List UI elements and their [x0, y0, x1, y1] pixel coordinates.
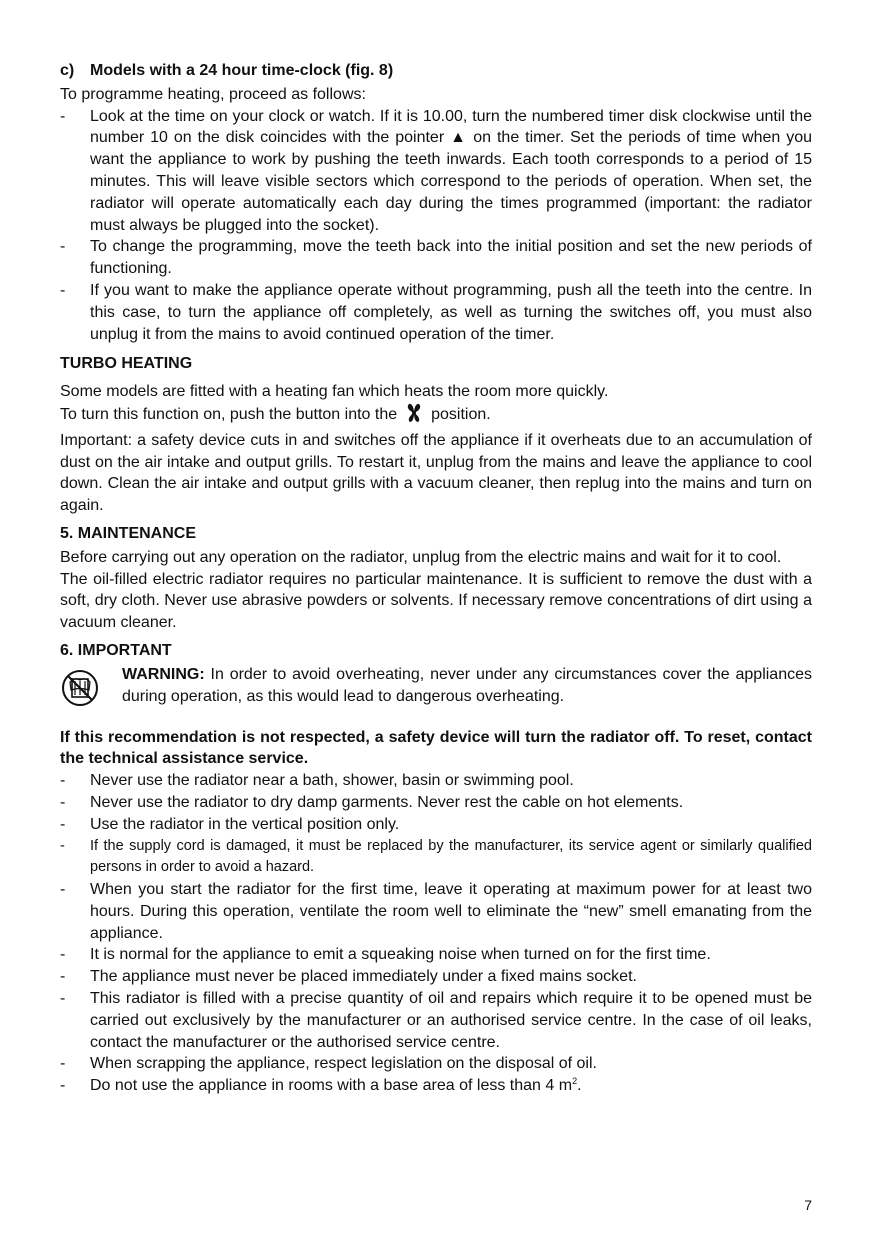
do-not-cover-icon: [60, 664, 122, 715]
turbo-line2-after: position.: [431, 405, 491, 423]
last-item-sup: 2: [572, 1076, 578, 1087]
section-c-label: c): [60, 62, 75, 79]
list-item: - Use the radiator in the vertical position only.: [60, 814, 812, 836]
warning-text-block: [122, 664, 812, 708]
maintenance-p2: The oil-filled electric radiator requires no particular maintenance. It is sufficient to remove the dust with a soft, dry cloth. Never use abrasive powders or solvents. If necessary remove concentrations of dirt using a vacuum cleaner.: [60, 570, 812, 632]
section-c-intro: To programme heating, proceed as follows:: [60, 85, 366, 103]
list-item: - If the supply cord is damaged, it must be replaced by the manufacturer, its service agent or similarly qualified persons in order to avoid a hazard.: [60, 836, 812, 880]
section-c-heading: [60, 60, 812, 82]
maintenance-heading: 5. MAINTENANCE: [60, 524, 197, 542]
list-item: - The appliance must never be placed immediately under a fixed mains socket.: [60, 966, 812, 988]
warning-label: WARNING:: [122, 665, 205, 683]
manual-page: [60, 60, 812, 1097]
important-heading: 6. IMPORTANT: [60, 641, 172, 659]
section-c-list: [60, 106, 812, 346]
list-item: - It is normal for the appliance to emit a squeaking noise when turned on for the first time.: [60, 944, 812, 966]
list-item: - When scrapping the appliance, respect legislation on the disposal of oil.: [60, 1053, 812, 1075]
fan-icon: [403, 403, 425, 430]
list-item: - If you want to make the appliance operate without programming, push all the teeth into the centre. In this case, to turn the appliance off completely, as well as turning the switches off, you must also unplug it from the mains to avoid continued operation of the timer.: [60, 280, 812, 345]
turbo-line2: [60, 403, 812, 430]
last-item-end: .: [577, 1077, 582, 1095]
turbo-important: Important: a safety device cuts in and switches off the appliance if it overheats due to an accumulation of dust on the air intake and output grills. To restart it, unplug from the mains and leave the appliance to cool down. Clean the air intake and output grills with a vacuum cleaner, then replug into the mains and turn on again.: [60, 431, 812, 515]
important-list: [60, 770, 812, 1097]
maintenance-p1: Before carrying out any operation on the radiator, unplug from the electric mains and wait for it to cool.: [60, 548, 782, 566]
section-c-title: Models with a 24 hour time-clock (fig. 8): [90, 62, 394, 79]
turbo-line1: Some models are fitted with a heating fan which heats the room more quickly.: [60, 383, 609, 401]
warning-block: [60, 664, 812, 715]
list-item: - To change the programming, move the teeth back into the initial position and set the new periods of functioning.: [60, 236, 812, 280]
warning-text: In order to avoid overheating, never under any circumstances cover the appliances during operation, as this would lead to dangerous overheating.: [122, 665, 812, 705]
last-item-text: Do not use the appliance in rooms with a base area of less than 4 m: [90, 1077, 573, 1095]
important-bold-note: If this recommendation is not respected, a safety device will turn the radiator off. To reset, contact the technical assistance service.: [60, 728, 812, 768]
list-item: - Look at the time on your clock or watch. If it is 10.00, turn the numbered timer disk clockwise until the number 10 on the disk coincides with the pointer ▲ on the timer. Set the periods of time when you want the appliance to work by pushing the teeth inwards. Each tooth corresponds to a period of 15 minutes. This will leave visible sectors which correspond to the periods of operation. When set, the radiator will operate automatically each day during the times programmed (important: the radiator must always be plugged into the socket).: [60, 106, 812, 237]
list-item: [60, 1075, 812, 1097]
list-item: - Never use the radiator to dry damp garments. Never rest the cable on hot elements.: [60, 792, 812, 814]
list-item: - Never use the radiator near a bath, shower, basin or swimming pool.: [60, 770, 812, 792]
list-item: - When you start the radiator for the first time, leave it operating at maximum power for at least two hours. During this operation, ventilate the room well to eliminate the “new” smell emanating from the appliance.: [60, 879, 812, 944]
turbo-line2-before: To turn this function on, push the button into the: [60, 405, 398, 423]
turbo-heading: TURBO HEATING: [60, 355, 193, 373]
list-item: - This radiator is filled with a precise quantity of oil and repairs which require it to be opened must be carried out exclusively by the manufacturer or an authorised service centre. In the case of oil leaks, contact the manufacturer or the authorised service centre.: [60, 988, 812, 1053]
page-number: 7: [804, 1197, 812, 1213]
